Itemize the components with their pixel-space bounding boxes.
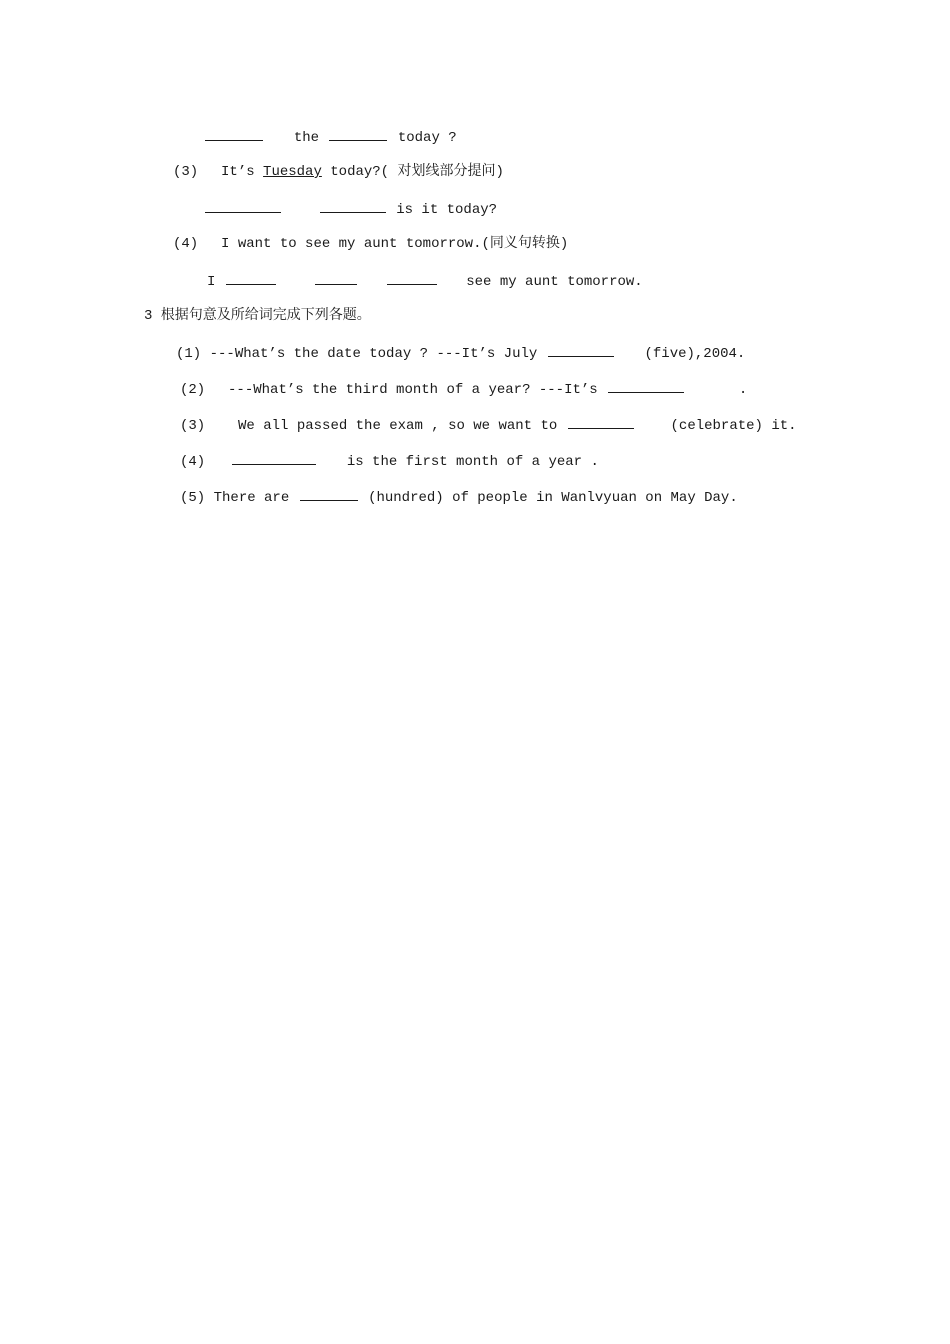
answer-blank[interactable] [387,270,437,285]
answer-tail: see my aunt tomorrow. [466,274,643,290]
q3-question [173,162,504,182]
question-text: We all passed the exam , so we want to [238,418,558,434]
s3-item-1 [176,342,745,362]
answer-blank[interactable] [548,342,614,357]
question-number: (1) [176,346,202,362]
question-number: (5) [180,490,206,506]
s3-item-3 [180,414,797,434]
answer-blank[interactable] [205,126,263,141]
answer-start: I [207,274,216,290]
question-number: (4) [173,236,199,252]
answer-word: today ? [397,130,457,146]
answer-blank[interactable] [232,450,316,465]
answer-blank[interactable] [329,126,387,141]
question-number: (4) [180,454,206,470]
question-number: (2) [180,382,206,398]
q4-question [173,234,568,254]
answer-blank[interactable] [608,378,684,393]
question-text-pre: It’s [221,164,255,180]
underlined-word: Tuesday [263,164,322,180]
question-text: There are [213,490,290,506]
question-number: (3) [180,418,206,434]
answer-blank[interactable] [226,270,276,285]
question-text: ---What’s the third month of a year? ---It’s [228,382,598,398]
question-text: ---What’s the date today ? ---It’s July [209,346,538,362]
word-hint: (hundred) of people in Wanlvyuan on May Day. [368,490,738,506]
question-text-post: today?( 对划线部分提问) [330,164,504,180]
question-text: I want to see my aunt tomorrow.(同义句转换) [221,236,569,252]
word-hint: (five),2004. [644,346,746,362]
question-number: (3) [173,164,199,180]
q3-answer-line [203,198,497,218]
section3-heading: 3 根据句意及所给词完成下列各题。 [144,308,371,324]
s3-item-4 [180,450,599,470]
answer-blank[interactable] [300,486,358,501]
word-hint: (celebrate) it. [670,418,797,434]
answer-tail: is it today? [396,202,498,218]
answer-blank[interactable] [568,414,634,429]
s3-item-2 [180,378,747,398]
answer-blank[interactable] [315,270,357,285]
answer-blank[interactable] [320,198,386,213]
answer-blank[interactable] [205,198,281,213]
q2-answer-line [203,126,457,146]
s3-item-5 [180,486,738,506]
word-hint: is the first month of a year . [346,454,599,470]
q4-answer-line [207,270,643,290]
answer-word: the [293,130,320,146]
word-hint: . [738,382,748,398]
